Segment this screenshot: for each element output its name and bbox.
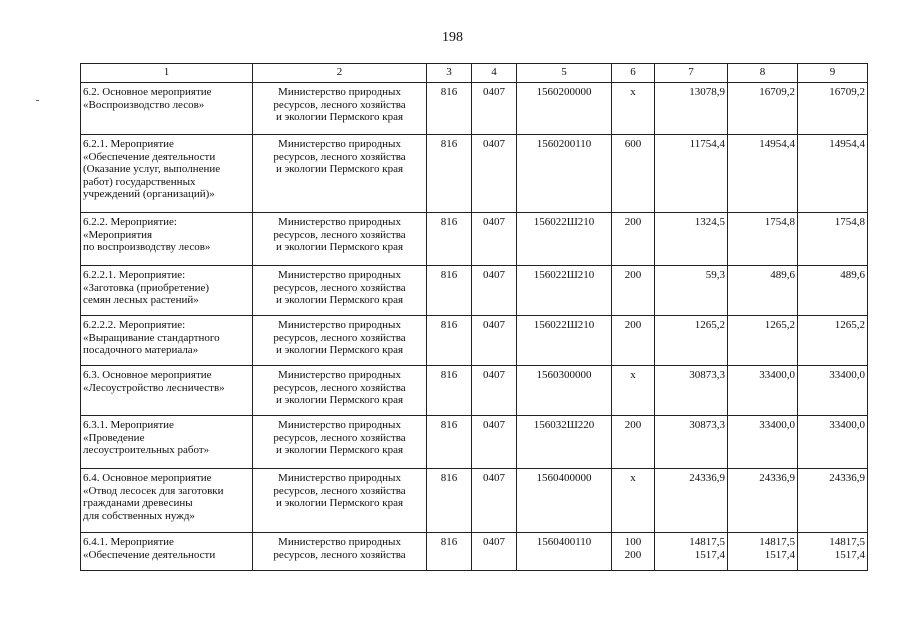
cell-gr: 816	[427, 316, 472, 366]
activity-name: 6.2. Основное мероприятие «Воспроизводство лесов»	[83, 86, 212, 111]
cell-csr: 1560400110	[517, 533, 612, 571]
cell-col9: 24336,9	[798, 469, 868, 533]
executor: Министерство природных ресурсов, лесного хозяйства и экологии Пермского края	[273, 138, 406, 175]
header-col-5: 5	[517, 64, 612, 83]
cell-col7: 1324,5	[655, 213, 728, 266]
cell-col8: 16709,2	[728, 83, 798, 135]
cell-col7: 11754,4	[655, 135, 728, 213]
cell-rzpr: 0407	[472, 266, 517, 316]
cell-col9: 489,6	[798, 266, 868, 316]
header-row	[81, 64, 868, 83]
cell-col7: 30873,3	[655, 416, 728, 469]
header-col-1: 1	[81, 64, 253, 83]
cell-gr: 816	[427, 533, 472, 571]
cell-csr: 156022Ш210	[517, 213, 612, 266]
cell-vr: 600	[612, 135, 655, 213]
table-row	[81, 316, 868, 366]
cell-col7: 30873,3	[655, 366, 728, 416]
table-row	[81, 83, 868, 135]
cell-csr: 1560200110	[517, 135, 612, 213]
activity-name: 6.4.1. Мероприятие «Обеспечение деятельности	[83, 536, 216, 561]
cell-rzpr: 0407	[472, 416, 517, 469]
header-col-6: 6	[612, 64, 655, 83]
cell-col7: 14817,5 1517,4	[689, 536, 725, 561]
table-row	[81, 213, 868, 266]
activity-name: 6.4. Основное мероприятие «Отвод лесосек для заготовки гражданами древесины для собственных нужд»	[83, 472, 224, 522]
cell-col8: 33400,0	[728, 366, 798, 416]
cell-col7: 59,3	[655, 266, 728, 316]
cell-rzpr: 0407	[472, 83, 517, 135]
cell-col7: 24336,9	[655, 469, 728, 533]
header-col-7: 7	[655, 64, 728, 83]
executor: Министерство природных ресурсов, лесного хозяйства	[273, 536, 406, 561]
cell-gr: 816	[427, 213, 472, 266]
cell-col9: 16709,2	[798, 83, 868, 135]
cell-col8: 14817,5 1517,4	[759, 536, 795, 561]
header-col-4: 4	[472, 64, 517, 83]
header-col-9: 9	[798, 64, 868, 83]
table-header	[81, 64, 868, 83]
table-row	[81, 135, 868, 213]
cell-vr: 200	[612, 266, 655, 316]
executor: Министерство природных ресурсов, лесного хозяйства и экологии Пермского края	[273, 419, 406, 456]
activity-name: 6.3. Основное мероприятие «Лесоустройство лесничеств»	[83, 369, 225, 394]
cell-vr: х	[612, 469, 655, 533]
cell-rzpr: 0407	[472, 316, 517, 366]
cell-csr: 1560400000	[517, 469, 612, 533]
cell-gr: 816	[427, 266, 472, 316]
cell-gr: 816	[427, 135, 472, 213]
cell-csr: 1560200000	[517, 83, 612, 135]
table-row	[81, 266, 868, 316]
header-col-3: 3	[427, 64, 472, 83]
executor: Министерство природных ресурсов, лесного хозяйства и экологии Пермского края	[273, 216, 406, 253]
activity-name: 6.2.1. Мероприятие «Обеспечение деятельности (Оказание услуг, выполнение работ) государственных учреждений (организаций)»	[83, 138, 221, 200]
header-col-8: 8	[728, 64, 798, 83]
cell-gr: 816	[427, 83, 472, 135]
cell-col9: 33400,0	[798, 366, 868, 416]
table-row	[81, 366, 868, 416]
table-row	[81, 533, 868, 571]
cell-gr: 816	[427, 469, 472, 533]
cell-rzpr: 0407	[472, 213, 517, 266]
cell-col7: 13078,9	[655, 83, 728, 135]
cell-col9: 14954,4	[798, 135, 868, 213]
activity-name: 6.2.2. Мероприятие: «Мероприятия по воспроизводству лесов»	[83, 216, 211, 253]
table-row	[81, 469, 868, 533]
activity-name: 6.2.2.1. Мероприятие: «Заготовка (приобретение) семян лесных растений»	[83, 269, 210, 306]
cell-gr: 816	[427, 366, 472, 416]
cell-col8: 33400,0	[728, 416, 798, 469]
executor: Министерство природных ресурсов, лесного хозяйства и экологии Пермского края	[273, 369, 406, 406]
cell-csr: 156032Ш220	[517, 416, 612, 469]
cell-col9: 33400,0	[798, 416, 868, 469]
cell-vr: 100 200	[624, 536, 642, 561]
table-row	[81, 416, 868, 469]
activity-name: 6.2.2.2. Мероприятие: «Выращивание стандартного посадочного материала»	[83, 319, 220, 356]
cell-col9: 1754,8	[798, 213, 868, 266]
cell-col9: 14817,5 1517,4	[829, 536, 865, 561]
cell-vr: х	[612, 83, 655, 135]
cell-rzpr: 0407	[472, 469, 517, 533]
budget-table	[80, 63, 868, 571]
cell-csr: 1560300000	[517, 366, 612, 416]
cell-gr: 816	[427, 416, 472, 469]
cell-rzpr: 0407	[472, 366, 517, 416]
executor: Министерство природных ресурсов, лесного хозяйства и экологии Пермского края	[273, 319, 406, 356]
cell-rzpr: 0407	[472, 533, 517, 571]
header-col-2: 2	[253, 64, 427, 83]
executor: Министерство природных ресурсов, лесного хозяйства и экологии Пермского края	[273, 269, 406, 306]
cell-vr: 200	[612, 416, 655, 469]
activity-name: 6.3.1. Мероприятие «Проведение лесоустроительных работ»	[83, 419, 210, 456]
page-number: 198	[442, 30, 463, 45]
executor: Министерство природных ресурсов, лесного хозяйства и экологии Пермского края	[273, 472, 406, 509]
cell-csr: 156022Ш210	[517, 266, 612, 316]
cell-col8: 1265,2	[728, 316, 798, 366]
cell-col8: 489,6	[728, 266, 798, 316]
cell-col8: 24336,9	[728, 469, 798, 533]
cell-col8: 1754,8	[728, 213, 798, 266]
cell-col8: 14954,4	[728, 135, 798, 213]
cell-col9: 1265,2	[798, 316, 868, 366]
cell-rzpr: 0407	[472, 135, 517, 213]
cell-csr: 156022Ш210	[517, 316, 612, 366]
cell-vr: х	[612, 366, 655, 416]
cell-vr: 200	[612, 316, 655, 366]
margin-mark	[36, 100, 39, 101]
executor: Министерство природных ресурсов, лесного хозяйства и экологии Пермского края	[273, 86, 406, 123]
cell-col7: 1265,2	[655, 316, 728, 366]
table-body	[81, 83, 868, 571]
cell-vr: 200	[612, 213, 655, 266]
